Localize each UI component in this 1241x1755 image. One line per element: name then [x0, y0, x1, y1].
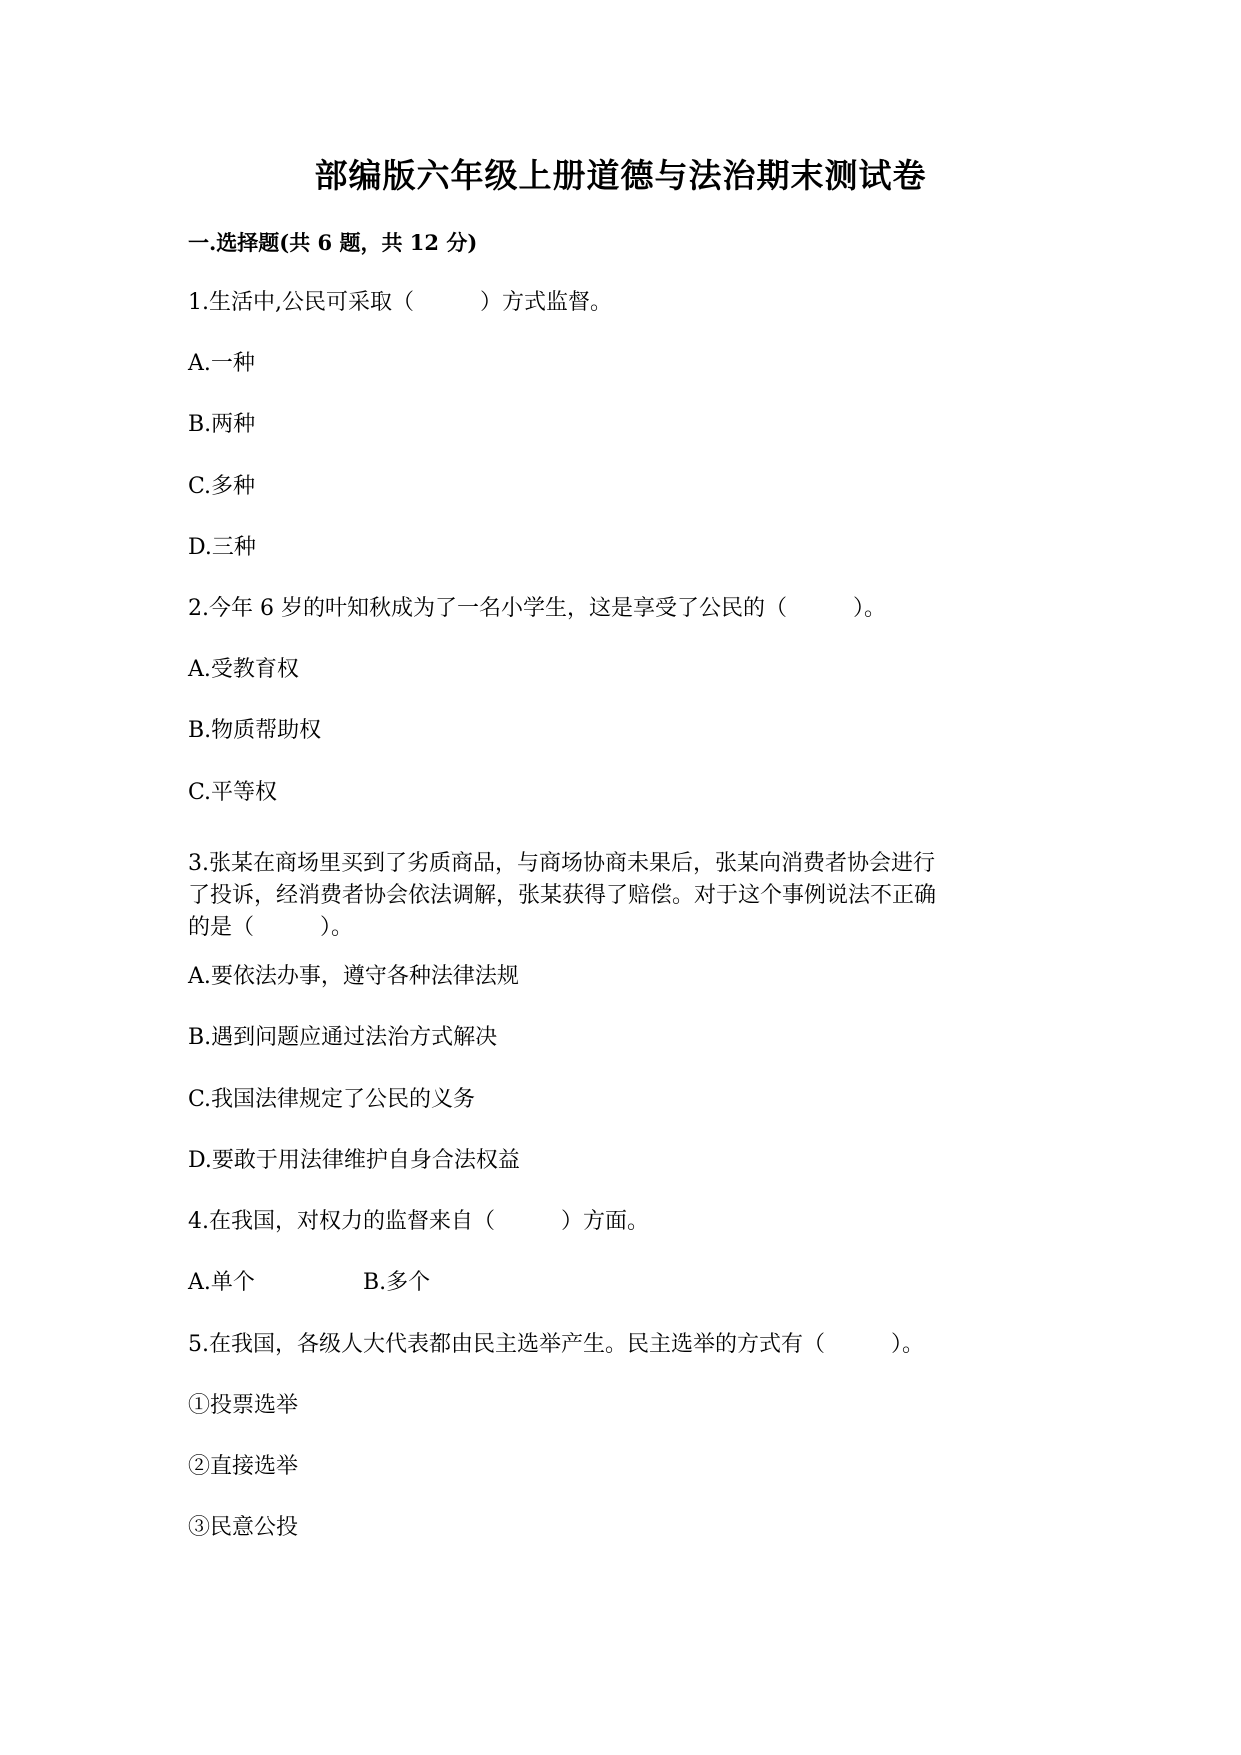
- section-heading: 一.选择题(共 6 题，共 12 分): [188, 230, 478, 255]
- question-4-stem: 4.在我国，对权力的监督来自（ ）方面。: [188, 1209, 649, 1234]
- question-1-option-a: A.一种: [188, 351, 255, 376]
- question-1-option-c: C.多种: [188, 474, 256, 499]
- question-5-item-2: ②直接选举: [188, 1454, 299, 1479]
- question-4-option-b: B.多个: [363, 1270, 431, 1295]
- question-1-option-d: D.三种: [188, 535, 256, 560]
- question-2-option-a: A.受教育权: [188, 657, 299, 682]
- question-3-stem-line: 3.张某在商场里买到了劣质商品，与商场协商未果后，张某向消费者协会进行: [188, 851, 935, 876]
- question-2-option-b: B.物质帮助权: [188, 718, 322, 743]
- question-3-stem-line: 的是（ ）。: [188, 915, 354, 940]
- question-2-stem: 2.今年 6 岁的叶知秋成为了一名小学生，这是享受了公民的（ ）。: [188, 596, 886, 621]
- question-1-option-b: B.两种: [188, 412, 256, 437]
- question-1-stem: 1.生活中,公民可采取（ ）方式监督。: [188, 290, 612, 315]
- question-4-option-a: A.单个: [188, 1270, 255, 1295]
- question-5-item-1: ①投票选举: [188, 1393, 299, 1418]
- page-title: 部编版六年级上册道德与法治期末测试卷: [314, 156, 927, 195]
- question-5-item-3: ③民意公投: [188, 1515, 299, 1540]
- question-3-option-b: B.遇到问题应通过法治方式解决: [188, 1025, 498, 1050]
- question-3-option-d: D.要敢于用法律维护自身合法权益: [188, 1148, 520, 1173]
- question-3-option-a: A.要依法办事，遵守各种法律法规: [188, 964, 519, 989]
- question-3-stem: [188, 848, 1068, 944]
- question-2-option-c: C.平等权: [188, 780, 278, 805]
- question-5-stem: 5.在我国，各级人大代表都由民主选举产生。民主选举的方式有（ ）。: [188, 1332, 924, 1357]
- question-3-option-c: C.我国法律规定了公民的义务: [188, 1087, 476, 1112]
- question-3-stem-line: 了投诉，经消费者协会依法调解，张某获得了赔偿。对于这个事例说法不正确: [188, 883, 937, 908]
